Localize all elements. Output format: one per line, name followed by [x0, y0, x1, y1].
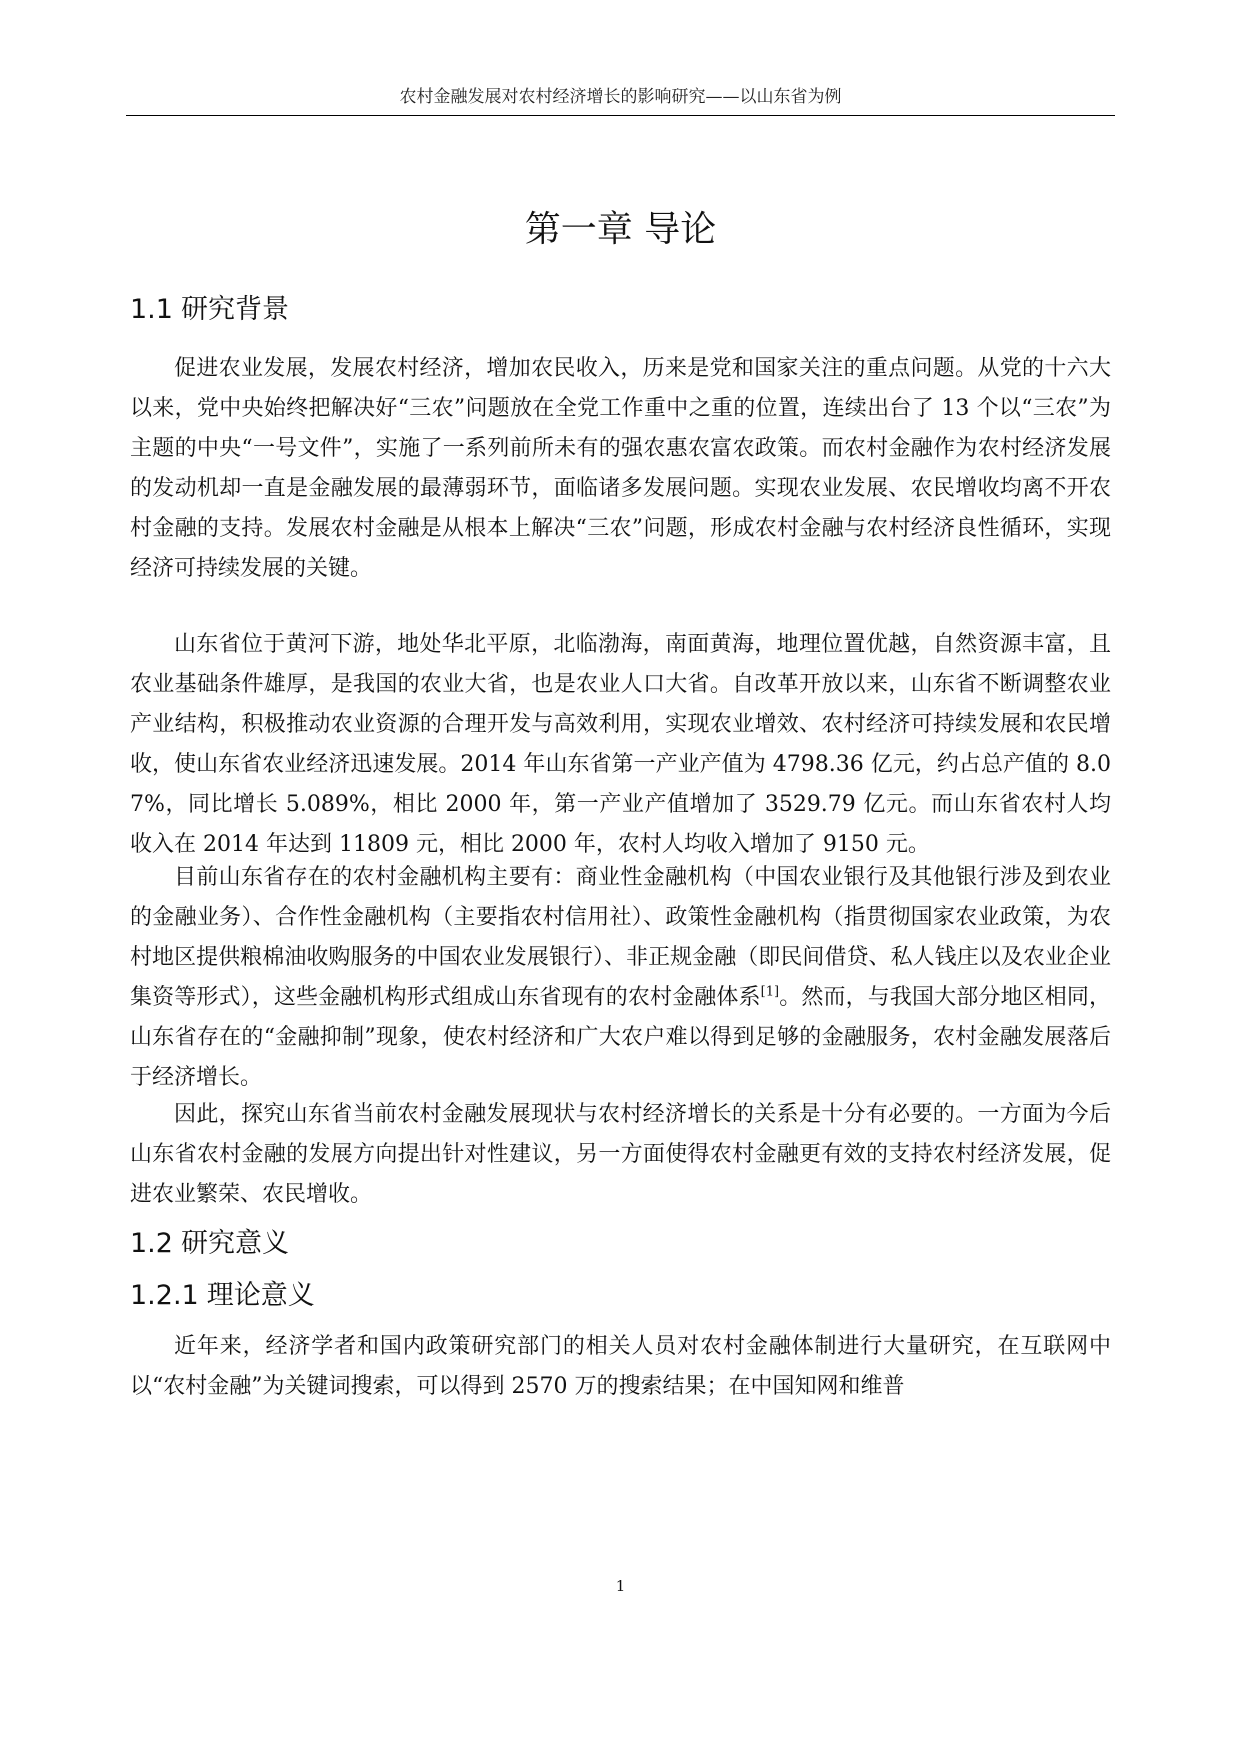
paragraph-background-2: 山东省位于黄河下游，地处华北平原，北临渤海，南面黄海，地理位置优越，自然资源丰富，且农业基础条件雄厚，是我国的农业大省，也是农业人口大省。自改革开放以来，山东省不断调整农业产业结构，积极推动农业资源的合理开发与高效利用，实现农业增效、农村经济可持续发展和农民增收，使山东省农业经济迅速发展。2014 年山东省第一产业产值为 4798.36 亿元，约占总产值的 8.07%，同比增长 5.089%，相比 2000 年，第一产业产值增加了 3529.79 亿元。而山东省农村人均收入在 2014 年达到 11809 元，相比 2000 年，农村人均收入增加了 9150 元。	[130, 632, 1111, 857]
section-number: 1.2.1	[130, 1280, 199, 1311]
section-title: 研究背景	[180, 294, 289, 325]
paragraph-background-1: 促进农业发展，发展农村经济，增加农民收入，历来是党和国家关注的重点问题。从党的十六大以来，党中央始终把解决好“三农”问题放在全党工作重中之重的位置，连续出台了 13 个以“三农”为主题的中央“一号文件”，实施了一系列前所未有的强农惠农富农政策。而农村金融作为农村经济发展的发动机却一直是金融发展的最薄弱环节，面临诸多发展问题。实现农业发展、农民增收均离不开农村金融的支持。发展农村金融是从根本上解决“三农”问题，形成农村金融与农村经济良性循环，实现经济可持续发展的关键。	[130, 356, 1111, 581]
section-number: 1.2	[130, 1228, 173, 1259]
section-heading-1-1	[130, 292, 289, 328]
paragraph-background-4: 因此，探究山东省当前农村金融发展现状与农村经济增长的关系是十分有必要的。一方面为今后山东省农村金融的发展方向提出针对性建议，另一方面使得农村金融更有效的支持农村经济发展，促进农业繁荣、农民增收。	[130, 1102, 1111, 1207]
citation-marker: [1]	[760, 984, 780, 1000]
paragraph-text: 。然而，与我国大部分地区相同，山东省存在的“金融抑制”现象，使农村经济和广大农户难以得到足够的金融服务，农村金融发展落后于经济增长。	[130, 985, 1111, 1090]
running-header: 农村金融发展对农村经济增长的影响研究——以山东省为例	[399, 87, 842, 107]
page-number: 1	[615, 1577, 626, 1595]
section-heading-1-2-1	[130, 1278, 315, 1314]
section-number: 1.1	[130, 294, 173, 325]
chapter-title: 第一章 导论	[524, 209, 717, 250]
section-title: 理论意义	[206, 1280, 315, 1311]
header-rule	[126, 115, 1115, 116]
section-heading-1-2	[130, 1226, 289, 1262]
paragraph-background-3	[130, 858, 1111, 1098]
section-title: 研究意义	[180, 1228, 289, 1259]
paragraph-text: 目前山东省存在的农村金融机构主要有：商业性金融机构（中国农业银行及其他银行涉及到农业的金融业务）、合作性金融机构（主要指农村信用社）、政策性金融机构（指贯彻国家农业政策，为农村地区提供粮棉油收购服务的中国农业发展银行）、非正规金融（即民间借贷、私人钱庄以及农业企业集资等形式），这些金融机构形式组成山东省现有的农村金融体系	[130, 865, 1111, 1010]
paragraph-theory-1: 近年来，经济学者和国内政策研究部门的相关人员对农村金融体制进行大量研究，在互联网中以“农村金融”为关键词搜索，可以得到 2570 万的搜索结果；在中国知网和维普	[130, 1334, 1111, 1399]
